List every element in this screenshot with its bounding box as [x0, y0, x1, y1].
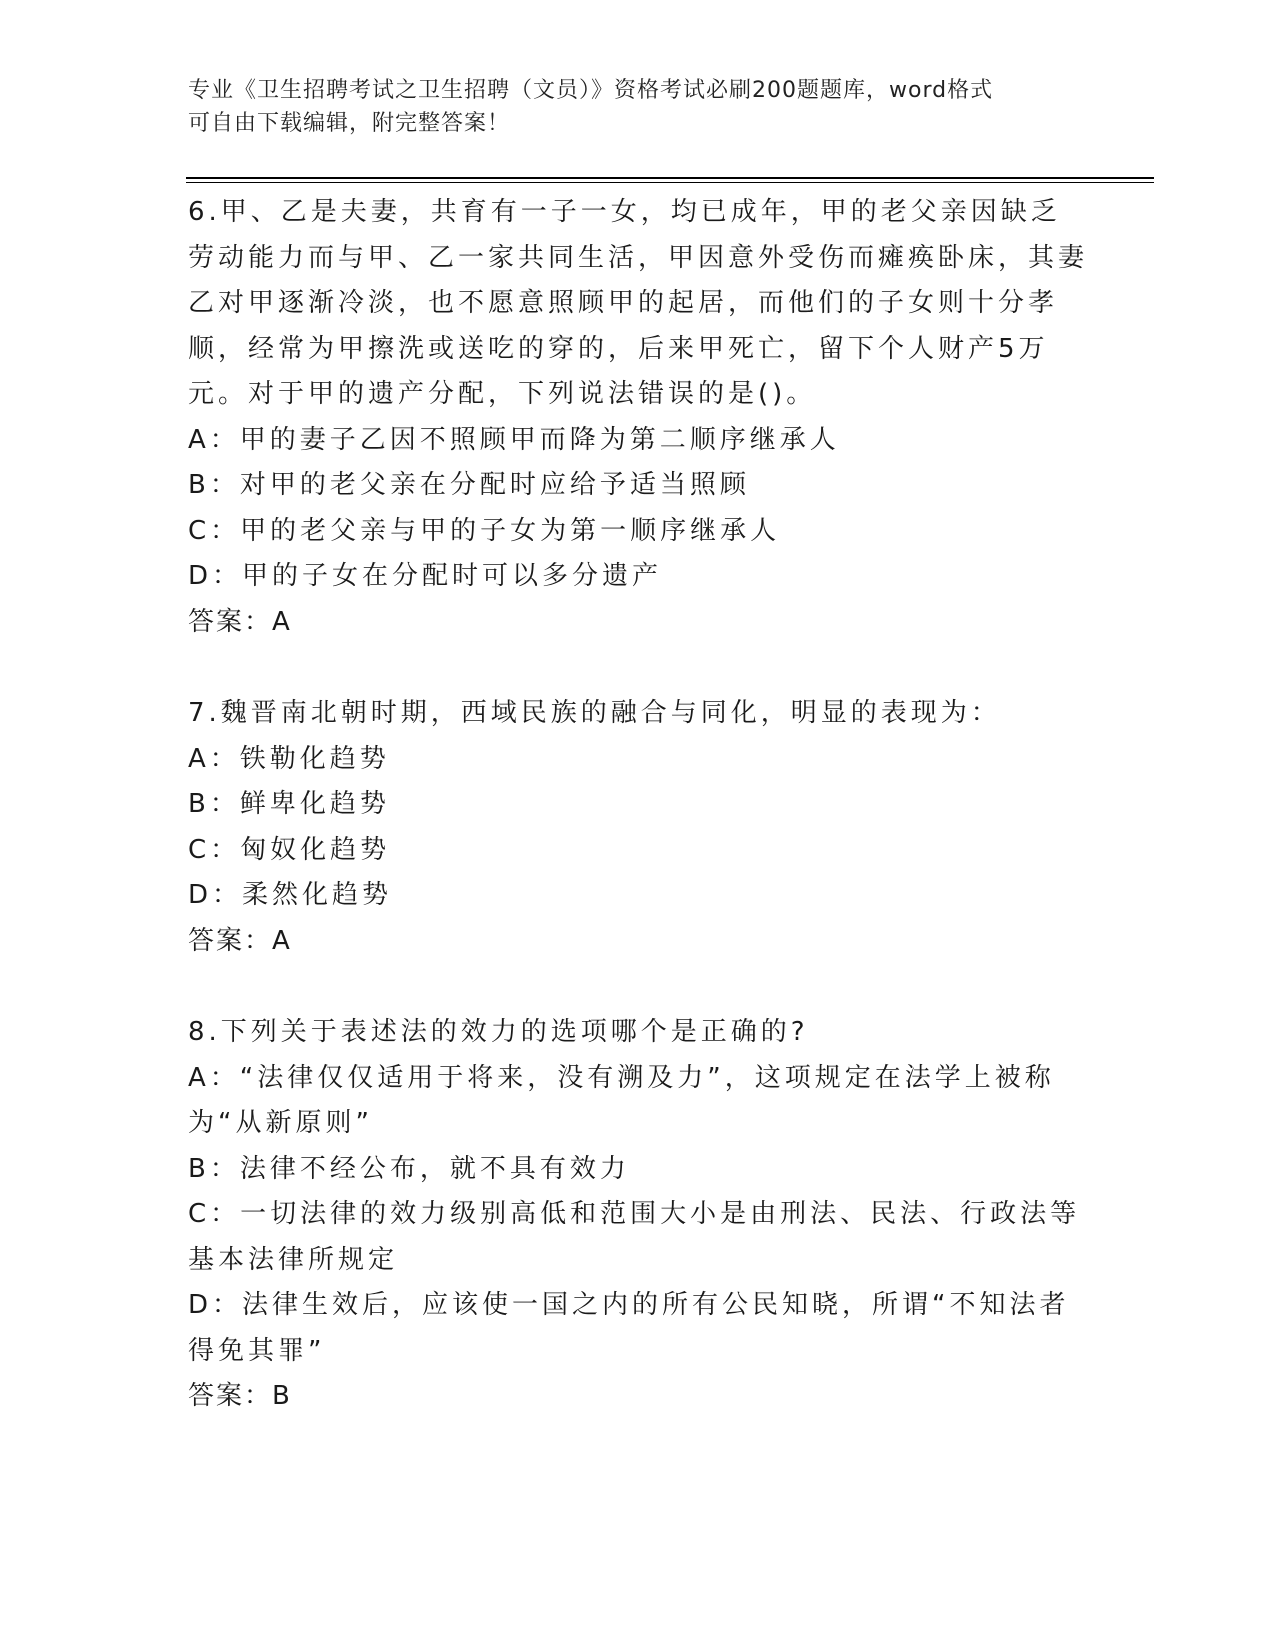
option-b: B：法律不经公布，就不具有效力: [188, 1153, 630, 1184]
option-c: C：甲的老父亲与甲的子女为第一顺序继承人: [188, 515, 781, 546]
option-b: B：对甲的老父亲在分配时应给予适当照顾: [188, 470, 750, 500]
option-a: A：铁勒化趋势: [188, 743, 390, 774]
document-header: [188, 74, 1088, 140]
option-d: D：法律生效后，应该使一国之内的所有公民知晓，所谓“不知法者得免其罪”: [188, 1290, 1070, 1366]
option-d: D：柔然化趋势: [188, 880, 393, 910]
option-c: C：一切法律的效力级别高低和范围大小是由刑法、民法、行政法等基本法律所规定: [188, 1199, 1081, 1275]
answer: 答案：A: [188, 925, 292, 956]
answer: 答案：A: [188, 606, 292, 637]
question-text: 6.甲、乙是夫妻，共育有一子一女，均已成年，甲的老父亲因缺乏劳动能力而与甲、乙一家共同生活，甲因意外受伤而瘫痪卧床，其妻乙对甲逐渐冷淡，也不愿意照顾甲的起居，而他们的子女则十分孝顺，经常为甲擦洗或送吃的穿的，后来甲死亡，留下个人财产5万元。对于甲的遗产分配，下列说法错误的是()。: [188, 197, 1089, 409]
question-8: [188, 1010, 1088, 1420]
header-line-1: 专业《卫生招聘考试之卫生招聘（文员）》资格考试必刷200题题库，word格式: [188, 78, 994, 103]
option-d: D：甲的子女在分配时可以多分遗产: [188, 561, 663, 591]
header-line-2: 可自由下载编辑，附完整答案！: [188, 111, 511, 136]
question-7: [188, 691, 1088, 964]
question-list: [188, 190, 1088, 1420]
question-6: [188, 190, 1088, 645]
option-a: A：“法律仅仅适用于将来，没有溯及力”，这项规定在法学上被称为“从新原则”: [188, 1062, 1055, 1138]
question-text: 8.下列关于表述法的效力的选项哪个是正确的?: [188, 1017, 809, 1047]
option-c: C：匈奴化趋势: [188, 834, 391, 865]
option-b: B：鲜卑化趋势: [188, 789, 390, 819]
option-a: A：甲的妻子乙因不照顾甲而降为第二顺序继承人: [188, 424, 840, 455]
header-divider-thick: [186, 177, 1154, 179]
answer: 答案：B: [188, 1381, 292, 1411]
header-divider-thin: [186, 182, 1154, 183]
question-text: 7.魏晋南北朝时期，西域民族的融合与同化，明显的表现为：: [188, 698, 1001, 728]
